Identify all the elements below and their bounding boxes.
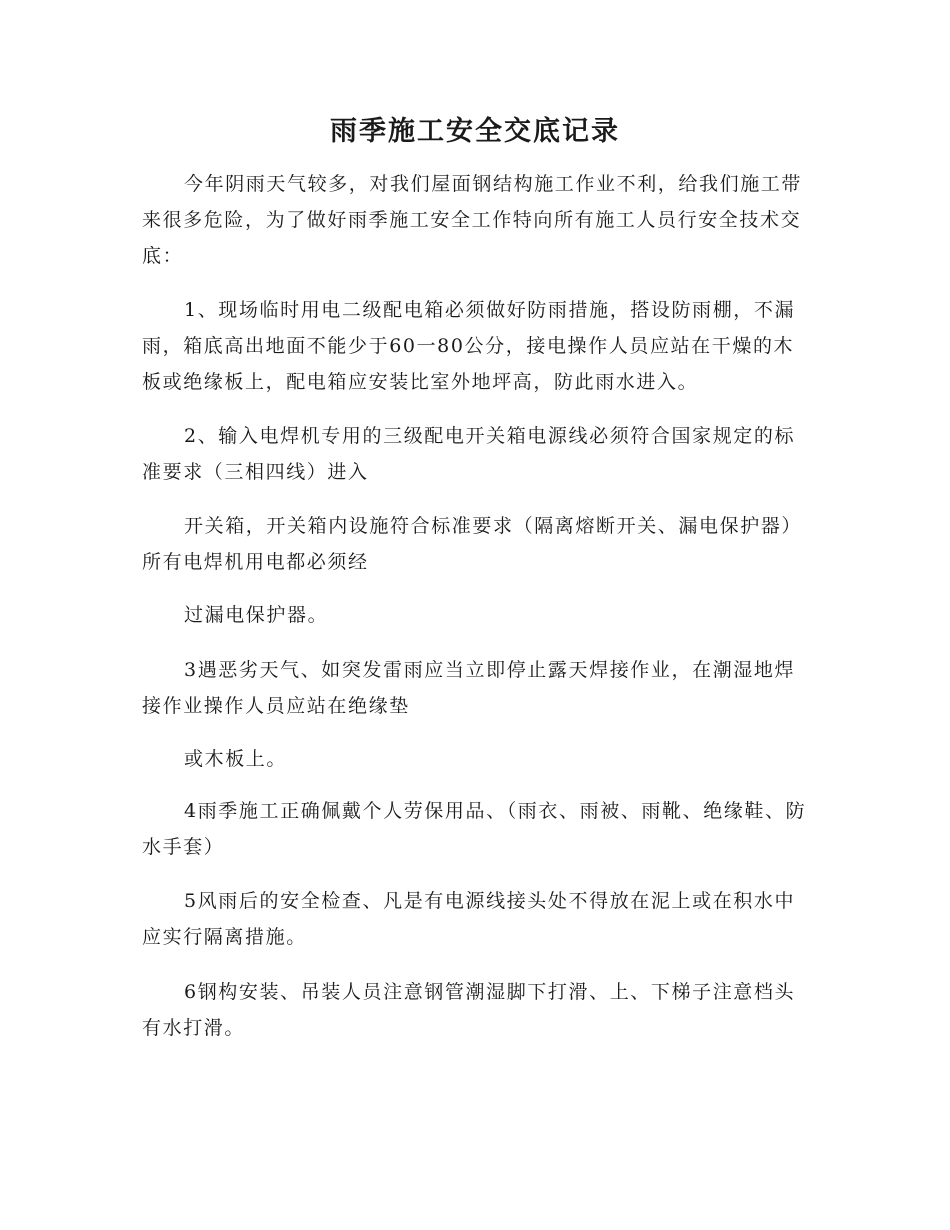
item-2-paragraph: 2、输入电焊机专用的三级配电开关箱电源线必须符合国家规定的标准要求（三相四线）进入 [142,425,796,483]
item-5-paragraph: 5风雨后的安全检查、凡是有电源线接头处不得放在泥上或在积水中应实行隔离措施。 [142,890,796,948]
item-1-paragraph: 1、现场临时用电二级配电箱必须做好防雨措施，搭设防雨棚，不漏雨，箱底高出地面不能少于60一80公分，接电操作人员应站在干燥的木板或绝缘板上，配电箱应安装比室外地坪高，防此雨水进入。 [142,299,796,393]
item-3-paragraph: 3遇恶劣天气、如突发雷雨应当立即停止露天焊接作业，在潮湿地焊接作业操作人员应站在绝缘垫 [142,659,796,717]
document-title: 雨季施工安全交底记录 [330,116,620,147]
item-2-continuation: 开关箱，开关箱内设施符合标准要求（隔离熔断开关、漏电保护器）所有电焊机用电都必须经 [142,515,803,573]
intro-paragraph: 今年阴雨天气较多，对我们屋面钢结构施工作业不利，给我们施工带来很多危险，为了做好雨季施工安全工作特向所有施工人员行安全技术交底： [142,173,803,267]
item-4-paragraph: 4雨季施工正确佩戴个人劳保用品、（雨衣、雨被、雨靴、绝缘鞋、防水手套） [142,800,807,858]
item-6-paragraph: 6钢构安装、吊装人员注意钢管潮湿脚下打滑、上、下梯子注意档头有水打滑。 [142,981,796,1039]
item-2-ending: 过漏电保护器。 [184,604,329,626]
item-3-ending: 或木板上。 [184,748,288,770]
